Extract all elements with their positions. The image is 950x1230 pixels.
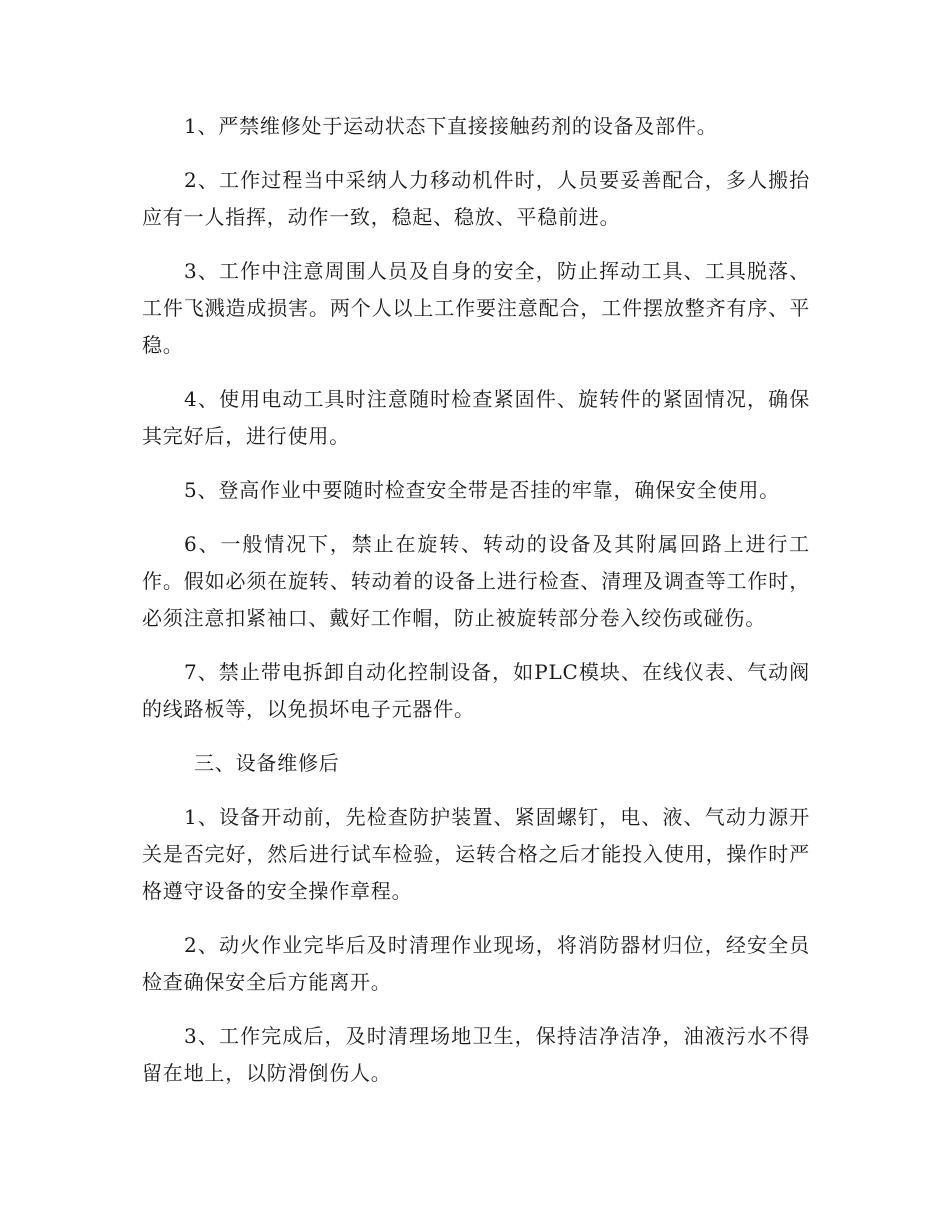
paragraph: 2、动火作业完毕后及时清理作业现场，将消防器材归位，经安全员检查确保安全后方能离开。 bbox=[142, 933, 810, 994]
paragraph: 6、一般情况下，禁止在旋转、转动的设备及其附属回路上进行工作。假如必须在旋转、转动着的设备上进行检查、清理及调查等工作时，必须注意扣紧袖口、戴好工作帽，防止被旋转部分卷入绞伤或碰伤。 bbox=[142, 532, 810, 630]
document-body bbox=[142, 108, 810, 1109]
paragraph: 2、工作过程当中采纳人力移动机件时，人员要妥善配合，多人搬抬应有一人指挥，动作一致，稳起、稳放、平稳前进。 bbox=[142, 168, 810, 229]
paragraph: 4、使用电动工具时注意随时检查紧固件、旋转件的紧固情况，确保其完好后，进行使用。 bbox=[142, 387, 810, 448]
paragraph: 3、工作完成后，及时清理场地卫生，保持洁净洁净，油液污水不得留在地上，以防滑倒伤人。 bbox=[142, 1024, 810, 1085]
paragraph: 1、设备开动前，先检查防护装置、紧固螺钉，电、液、气动力源开关是否完好，然后进行试车检验，运转合格之后才能投入使用，操作时严格遵守设备的安全操作章程。 bbox=[142, 805, 810, 903]
paragraph: 3、工作中注意周围人员及自身的安全，防止挥动工具、工具脱落、工件飞溅造成损害。两个人以上工作要注意配合，工件摆放整齐有序、平稳。 bbox=[142, 259, 810, 357]
paragraph: 1、严禁维修处于运动状态下直接接触药剂的设备及部件。 bbox=[184, 114, 718, 138]
paragraph: 5、登高作业中要随时检查安全带是否挂的牢靠，确保安全使用。 bbox=[184, 478, 780, 502]
paragraph: 7、禁止带电拆卸自动化控制设备，如PLC模块、在线仪表、气动阀的线路板等，以免损坏电子元器件。 bbox=[142, 660, 810, 721]
section-heading: 三、设备维修后 bbox=[194, 751, 340, 775]
